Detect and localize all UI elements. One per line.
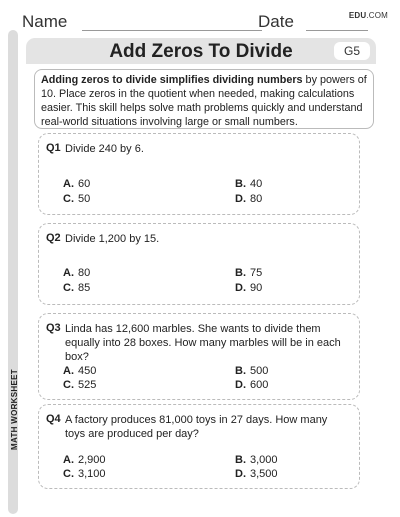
question-number: Q4 <box>46 413 61 425</box>
option-letter: D. <box>235 468 246 480</box>
question-card-1 <box>38 133 360 215</box>
question-number: Q1 <box>46 142 61 154</box>
question-card-2 <box>38 223 360 305</box>
date-label: Date <box>258 12 294 31</box>
option-c[interactable] <box>63 468 106 480</box>
option-letter: C. <box>63 468 74 480</box>
option-value: 525 <box>78 379 97 391</box>
option-letter: A. <box>63 267 74 279</box>
option-value: 600 <box>250 379 269 391</box>
question-text: A factory produces 81,000 toys in 27 days. How many toys are produced per day? <box>65 414 328 440</box>
option-letter: D. <box>235 282 246 294</box>
option-value: 90 <box>250 282 263 294</box>
question-card-3 <box>38 313 360 400</box>
option-value: 50 <box>78 193 91 205</box>
option-letter: B. <box>235 454 246 466</box>
brand-main: EDU <box>348 11 367 20</box>
option-b[interactable] <box>235 454 278 466</box>
option-value: 80 <box>78 267 91 279</box>
question-text: Divide 1,200 by 15. <box>65 233 160 245</box>
option-letter: B. <box>235 267 246 279</box>
option-letter: B. <box>235 365 246 377</box>
option-letter: C. <box>63 379 74 391</box>
option-letter: A. <box>63 454 74 466</box>
option-value: 85 <box>78 282 91 294</box>
option-value: 80 <box>250 193 263 205</box>
option-value: 450 <box>78 365 97 377</box>
option-letter: C. <box>63 193 74 205</box>
grade-badge: G5 <box>334 42 370 60</box>
option-a[interactable] <box>63 365 96 377</box>
name-label: Name <box>22 12 68 31</box>
option-letter: A. <box>63 178 74 190</box>
intro-box <box>34 69 374 129</box>
question-number: Q3 <box>46 322 61 334</box>
brand-suffix: .COM <box>366 11 388 20</box>
question-text: Divide 240 by 6. <box>65 143 144 155</box>
option-letter: D. <box>235 379 246 391</box>
worksheet-title: Add Zeros To Divide <box>109 41 293 62</box>
date-field-line[interactable] <box>306 30 368 31</box>
option-b[interactable] <box>235 178 262 190</box>
name-date-row <box>22 8 322 30</box>
option-d[interactable] <box>235 282 262 294</box>
brand-logo <box>349 11 388 20</box>
option-value: 60 <box>78 178 91 190</box>
option-value: 500 <box>250 365 269 377</box>
option-letter: B. <box>235 178 246 190</box>
option-a[interactable] <box>63 178 90 190</box>
worksheet-header <box>26 38 376 64</box>
option-d[interactable] <box>235 468 278 480</box>
sidebar-label: MATH WORKSHEET <box>10 369 19 450</box>
question-card-4 <box>38 404 360 489</box>
option-value: 2,900 <box>78 454 106 466</box>
option-value: 3,000 <box>250 454 278 466</box>
intro-text: by powers of 10. Place zeros in the quotient when needed, making calculations easier. This skill helps solve math problems quickly and understand real-world situations involving large or small numbers. <box>41 74 367 128</box>
option-letter: D. <box>235 193 246 205</box>
option-value: 3,500 <box>250 468 278 480</box>
option-letter: C. <box>63 282 74 294</box>
name-field-line[interactable] <box>82 30 262 31</box>
question-number: Q2 <box>46 232 61 244</box>
option-value: 40 <box>250 178 263 190</box>
option-c[interactable] <box>63 379 96 391</box>
option-letter: A. <box>63 365 74 377</box>
question-text: Linda has 12,600 marbles. She wants to divide them equally into 28 boxes. How many marbles will be in each box? <box>65 323 341 363</box>
intro-bold: Adding zeros to divide simplifies dividing numbers <box>41 74 303 86</box>
option-d[interactable] <box>235 379 268 391</box>
option-b[interactable] <box>235 267 262 279</box>
option-value: 3,100 <box>78 468 106 480</box>
option-b[interactable] <box>235 365 268 377</box>
option-value: 75 <box>250 267 263 279</box>
option-c[interactable] <box>63 193 90 205</box>
option-d[interactable] <box>235 193 262 205</box>
option-a[interactable] <box>63 454 106 466</box>
option-a[interactable] <box>63 267 90 279</box>
option-c[interactable] <box>63 282 90 294</box>
